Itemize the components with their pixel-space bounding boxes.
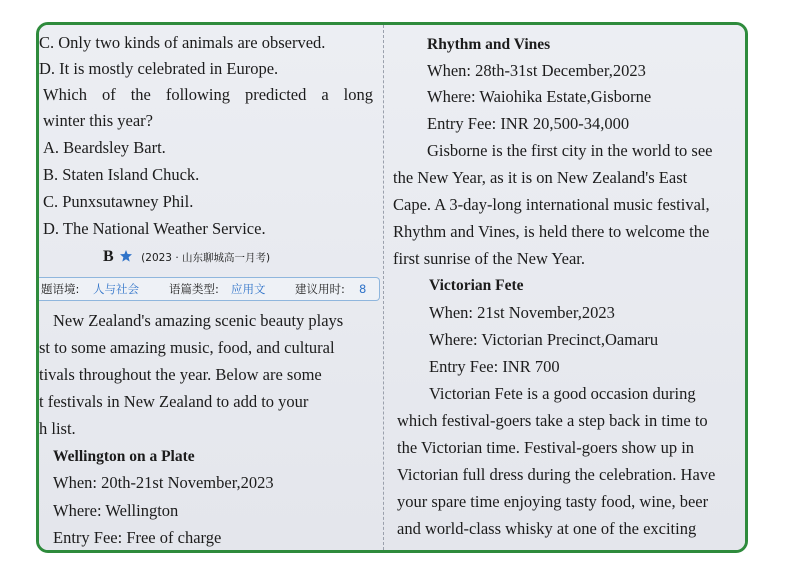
para-line: Cape. A 3-day-long international music festival,: [393, 195, 710, 214]
option-line: D. The National Weather Service.: [43, 219, 266, 238]
para-line: first sunrise of the New Year.: [393, 249, 586, 268]
festival-where: Where: Waiohika Estate,Gisborne: [427, 87, 652, 106]
festival-when: When: 20th-21st November,2023: [53, 473, 274, 492]
para-line: the New Year, as it is on New Zealand's East: [393, 168, 688, 187]
time-label: 建议用时:: [295, 282, 345, 296]
para-line: tivals throughout the year. Below are some: [39, 365, 322, 384]
section-note: (2023 · 山东聊城高一月考): [141, 252, 271, 264]
type-value: 应用文: [231, 282, 266, 296]
festival-title: Wellington on a Plate: [53, 448, 195, 465]
document-frame: [36, 22, 748, 553]
meta-bar: [39, 277, 380, 301]
para-line: Rhythm and Vines, is held there to welcome the: [393, 222, 710, 241]
topic-label: 题语境:: [41, 282, 80, 296]
right-page: [385, 25, 745, 550]
section-header: [103, 247, 270, 268]
left-page: [39, 25, 385, 550]
festival-title: Rhythm and Vines: [427, 36, 551, 53]
festival-where: Where: Wellington: [53, 501, 179, 520]
para-line: Victorian Fete is a good occasion during: [429, 384, 696, 403]
para-line: t festivals in New Zealand to add to your: [39, 392, 309, 411]
topic-value: 人与社会: [93, 282, 139, 296]
question-line: winter this year?: [43, 111, 153, 130]
para-line: which festival-goers take a step back in time to: [397, 411, 708, 430]
question-line: Which of the following predicted a long: [43, 85, 373, 104]
festival-fee: Entry Fee: INR 700: [429, 357, 560, 376]
para-line: your spare time enjoying tasty food, wine, beer: [397, 492, 709, 511]
festival-title: Victorian Fete: [429, 277, 524, 294]
para-line: Victorian full dress during the celebration. Have: [397, 465, 716, 484]
para-line: and world-class whisky at one of the exciting: [397, 519, 697, 538]
section-letter: B: [103, 248, 114, 265]
time-value: 8: [359, 282, 367, 296]
festival-when: When: 21st November,2023: [429, 303, 615, 322]
festival-where: Where: Victorian Precinct,Oamaru: [429, 330, 659, 349]
option-line: B. Staten Island Chuck.: [43, 165, 200, 184]
festival-when: When: 28th-31st December,2023: [427, 61, 646, 80]
option-line: C. Punxsutawney Phil.: [43, 192, 194, 211]
type-label: 语篇类型:: [169, 282, 219, 296]
para-line: h list.: [39, 419, 76, 438]
para-line: New Zealand's amazing scenic beauty plays: [53, 311, 344, 330]
para-line: st to some amazing music, food, and cultural: [39, 338, 335, 357]
festival-fee: Entry Fee: INR 20,500-34,000: [427, 114, 630, 133]
option-line: C. Only two kinds of animals are observed.: [39, 33, 326, 52]
option-line: D. It is mostly celebrated in Europe.: [39, 59, 279, 78]
star-icon: [119, 249, 133, 263]
option-line: A. Beardsley Bart.: [43, 138, 166, 157]
para-line: Gisborne is the first city in the world to see: [427, 141, 713, 160]
para-line: the Victorian time. Festival-goers show up in: [397, 438, 695, 457]
festival-fee: Entry Fee: Free of charge: [53, 528, 222, 547]
